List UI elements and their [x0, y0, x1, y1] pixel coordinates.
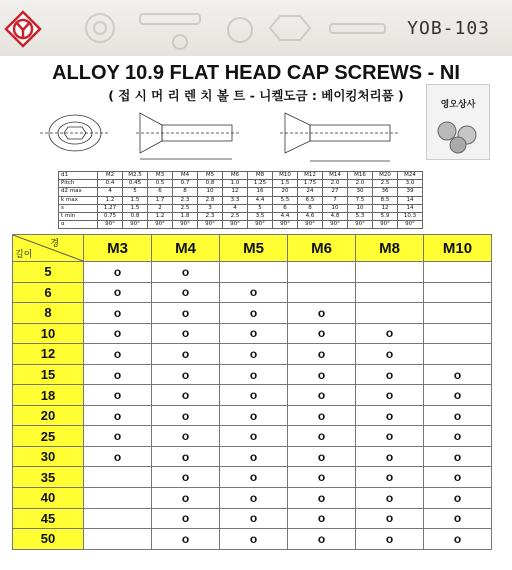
spec-cell: 2.5	[223, 212, 248, 220]
spec-cell: M8	[248, 172, 273, 180]
length-cell: 12	[13, 344, 84, 365]
spec-cell: 4	[223, 204, 248, 212]
spec-cell: 3.5	[248, 212, 273, 220]
table-row	[13, 405, 492, 426]
availability-cell: o	[220, 323, 288, 344]
spec-cell: 2.5	[173, 204, 198, 212]
table-row	[13, 303, 492, 324]
spec-cell: M2	[98, 172, 123, 180]
availability-cell: o	[152, 488, 220, 509]
availability-cell	[424, 262, 492, 283]
spec-cell: 1.0	[223, 180, 248, 188]
column-header: M5	[220, 235, 288, 262]
spec-cell: 90°	[373, 221, 398, 229]
spec-cell: 5.9	[373, 212, 398, 220]
spec-row	[59, 196, 423, 204]
table-row	[13, 344, 492, 365]
spec-cell: 90°	[198, 221, 223, 229]
product-photo	[426, 84, 490, 160]
spec-row	[59, 212, 423, 220]
spec-cell: 90°	[173, 221, 198, 229]
table-row	[13, 446, 492, 467]
availability-cell: o	[152, 508, 220, 529]
hardware-parts-illustration	[70, 2, 400, 54]
spec-cell: 4.4	[248, 196, 273, 204]
availability-cell: o	[84, 364, 152, 385]
availability-cell: o	[152, 426, 220, 447]
spec-cell: 5.3	[348, 212, 373, 220]
availability-cell: o	[288, 467, 356, 488]
availability-cell: o	[152, 344, 220, 365]
availability-cell: o	[152, 385, 220, 406]
availability-cell: o	[220, 303, 288, 324]
availability-cell: o	[288, 385, 356, 406]
length-cell: 30	[13, 446, 84, 467]
spec-cell: 90°	[248, 221, 273, 229]
availability-cell: o	[356, 467, 424, 488]
length-cell: 45	[13, 508, 84, 529]
availability-cell: o	[152, 323, 220, 344]
availability-cell: o	[84, 446, 152, 467]
spec-cell: 90°	[273, 221, 298, 229]
spec-cell: 24	[298, 188, 323, 196]
header-banner	[0, 0, 512, 56]
spec-cell: 0.7	[173, 180, 198, 188]
table-row	[13, 508, 492, 529]
spec-cell: 0.75	[98, 212, 123, 220]
availability-cell	[424, 303, 492, 324]
availability-cell	[288, 282, 356, 303]
availability-cell: o	[424, 385, 492, 406]
availability-cell: o	[288, 508, 356, 529]
spec-row	[59, 172, 423, 180]
availability-cell: o	[84, 282, 152, 303]
spec-cell: 2.3	[173, 196, 198, 204]
availability-cell	[84, 508, 152, 529]
spec-cell: 7	[323, 196, 348, 204]
table-row	[13, 529, 492, 550]
availability-cell: o	[152, 282, 220, 303]
spec-cell: 0.45	[123, 180, 148, 188]
table-row	[13, 467, 492, 488]
spec-cell: 1.2	[148, 212, 173, 220]
spec-cell: 36	[373, 188, 398, 196]
availability-cell: o	[424, 426, 492, 447]
length-cell: 18	[13, 385, 84, 406]
availability-cell: o	[288, 446, 356, 467]
table-corner-cell	[13, 235, 84, 262]
spec-cell: 6	[148, 188, 173, 196]
table-row	[13, 282, 492, 303]
spec-cell: 6	[273, 204, 298, 212]
spec-cell: 5.5	[273, 196, 298, 204]
spec-cell: M20	[373, 172, 398, 180]
corner-label-diameter: 경	[50, 238, 59, 248]
table-row	[13, 323, 492, 344]
spec-cell: 10	[348, 204, 373, 212]
availability-cell: o	[288, 529, 356, 550]
availability-cell	[356, 303, 424, 324]
availability-cell: o	[356, 508, 424, 529]
availability-cell: o	[356, 529, 424, 550]
availability-cell	[356, 282, 424, 303]
size-availability-table	[12, 234, 492, 550]
spec-cell: 8	[173, 188, 198, 196]
availability-cell: o	[356, 488, 424, 509]
availability-cell: o	[288, 405, 356, 426]
availability-cell: o	[152, 364, 220, 385]
spec-cell: 4	[98, 188, 123, 196]
spec-row-label: d1	[59, 172, 98, 180]
availability-cell: o	[424, 364, 492, 385]
spec-cell: 1.5	[123, 204, 148, 212]
availability-cell: o	[288, 323, 356, 344]
spec-cell: 1.8	[173, 212, 198, 220]
availability-cell	[84, 529, 152, 550]
table-row	[13, 262, 492, 283]
availability-cell: o	[152, 467, 220, 488]
spec-cell: 10	[198, 188, 223, 196]
availability-cell: o	[84, 323, 152, 344]
availability-cell: o	[152, 303, 220, 324]
column-header: M6	[288, 235, 356, 262]
availability-cell: o	[152, 262, 220, 283]
availability-cell: o	[152, 446, 220, 467]
product-code: YOB-103	[407, 18, 490, 39]
screw-technical-drawings	[40, 105, 430, 167]
table-row	[13, 488, 492, 509]
spec-cell: 1.5	[273, 180, 298, 188]
spec-cell: M16	[348, 172, 373, 180]
column-header: M8	[356, 235, 424, 262]
availability-cell: o	[356, 385, 424, 406]
spec-row-label: d2 max	[59, 188, 98, 196]
spec-cell: 2.3	[198, 212, 223, 220]
spec-cell: 1.75	[298, 180, 323, 188]
spec-cell: 10.3	[398, 212, 423, 220]
spec-cell: 2.5	[373, 180, 398, 188]
spec-cell: 16	[248, 188, 273, 196]
availability-cell: o	[220, 467, 288, 488]
column-header: M10	[424, 235, 492, 262]
spec-cell: 2.0	[348, 180, 373, 188]
length-cell: 20	[13, 405, 84, 426]
availability-cell	[424, 323, 492, 344]
spec-cell: 2.0	[323, 180, 348, 188]
column-header: M3	[84, 235, 152, 262]
availability-cell: o	[220, 344, 288, 365]
availability-cell: o	[356, 364, 424, 385]
spec-cell: 90°	[398, 221, 423, 229]
spec-cell: 1.27	[98, 204, 123, 212]
spec-cell: 90°	[348, 221, 373, 229]
availability-cell: o	[424, 405, 492, 426]
spec-row	[59, 180, 423, 188]
spec-cell: M14	[323, 172, 348, 180]
spec-cell: M4	[173, 172, 198, 180]
availability-cell: o	[84, 426, 152, 447]
spec-cell: M5	[198, 172, 223, 180]
spec-cell: 0.5	[148, 180, 173, 188]
spec-cell: 3.3	[223, 196, 248, 204]
screw-photo-icon	[427, 85, 489, 159]
company-logo-icon	[4, 10, 42, 48]
spec-row	[59, 221, 423, 229]
availability-cell	[356, 262, 424, 283]
availability-cell: o	[152, 529, 220, 550]
table-row	[13, 385, 492, 406]
spec-cell: 14	[398, 196, 423, 204]
spec-cell: 1.5	[123, 196, 148, 204]
availability-cell	[288, 262, 356, 283]
availability-cell: o	[84, 344, 152, 365]
spec-cell: 1.25	[248, 180, 273, 188]
spec-cell: M12	[298, 172, 323, 180]
length-cell: 5	[13, 262, 84, 283]
spec-cell: 1.7	[148, 196, 173, 204]
table-row	[13, 426, 492, 447]
availability-cell: o	[220, 426, 288, 447]
spec-cell: 4.6	[298, 212, 323, 220]
spec-row-label: t min	[59, 212, 98, 220]
availability-cell: o	[220, 529, 288, 550]
availability-cell: o	[356, 344, 424, 365]
availability-cell: o	[288, 344, 356, 365]
spec-cell: 90°	[148, 221, 173, 229]
availability-cell: o	[220, 282, 288, 303]
spec-cell: 8	[298, 204, 323, 212]
availability-cell: o	[424, 529, 492, 550]
availability-cell: o	[220, 405, 288, 426]
availability-cell: o	[220, 488, 288, 509]
spec-cell: 39	[398, 188, 423, 196]
availability-cell: o	[356, 446, 424, 467]
length-cell: 25	[13, 426, 84, 447]
spec-cell: 8.5	[373, 196, 398, 204]
spec-cell: 90°	[123, 221, 148, 229]
availability-cell: o	[424, 467, 492, 488]
spec-cell: 6.5	[298, 196, 323, 204]
spec-row-label: α	[59, 221, 98, 229]
spec-cell: 27	[323, 188, 348, 196]
availability-cell: o	[152, 405, 220, 426]
availability-cell: o	[220, 508, 288, 529]
availability-cell	[84, 467, 152, 488]
spec-cell: 90°	[323, 221, 348, 229]
availability-cell: o	[288, 364, 356, 385]
availability-cell: o	[84, 385, 152, 406]
spec-cell: M24	[398, 172, 423, 180]
spec-row-label: s	[59, 204, 98, 212]
availability-cell: o	[424, 508, 492, 529]
availability-cell: o	[356, 426, 424, 447]
product-brand-label: 영오상사	[440, 100, 476, 110]
availability-cell: o	[424, 488, 492, 509]
length-cell: 10	[13, 323, 84, 344]
column-header: M4	[152, 235, 220, 262]
spec-cell: 12	[223, 188, 248, 196]
spec-cell: 10	[323, 204, 348, 212]
page-title: ALLOY 10.9 FLAT HEAD CAP SCREWS - NI	[52, 62, 460, 84]
spec-cell: 90°	[98, 221, 123, 229]
page-subtitle: ( 접 시 머 리 렌 치 볼 트 - 니켈도금 : 베이킹처리품 )	[108, 88, 404, 103]
spec-cell: 90°	[223, 221, 248, 229]
availability-cell	[84, 488, 152, 509]
availability-cell: o	[356, 323, 424, 344]
spec-cell: 4.4	[273, 212, 298, 220]
table-header-row	[13, 235, 492, 262]
spec-cell: 7.5	[348, 196, 373, 204]
spec-cell: 2	[148, 204, 173, 212]
length-cell: 35	[13, 467, 84, 488]
spec-cell: M2.5	[123, 172, 148, 180]
spec-cell: 5	[248, 204, 273, 212]
length-cell: 50	[13, 529, 84, 550]
spec-table	[58, 171, 423, 229]
availability-cell	[424, 344, 492, 365]
spec-cell: 30	[348, 188, 373, 196]
length-cell: 6	[13, 282, 84, 303]
spec-cell: 5	[123, 188, 148, 196]
spec-cell: M3	[148, 172, 173, 180]
availability-cell: o	[424, 446, 492, 467]
availability-cell	[424, 282, 492, 303]
availability-cell	[220, 262, 288, 283]
availability-cell: o	[220, 364, 288, 385]
availability-cell: o	[84, 405, 152, 426]
length-cell: 40	[13, 488, 84, 509]
availability-cell: o	[84, 262, 152, 283]
spec-cell: 90°	[298, 221, 323, 229]
spec-cell: 0.4	[98, 180, 123, 188]
spec-cell: M10	[273, 172, 298, 180]
spec-row-label: k max	[59, 196, 98, 204]
availability-cell: o	[84, 303, 152, 324]
spec-row-label: Pitch	[59, 180, 98, 188]
spec-cell: 12	[373, 204, 398, 212]
availability-cell: o	[288, 488, 356, 509]
spec-cell: 1.2	[98, 196, 123, 204]
availability-cell: o	[220, 446, 288, 467]
table-row	[13, 364, 492, 385]
spec-cell: 14	[398, 204, 423, 212]
spec-cell: 3.0	[398, 180, 423, 188]
spec-cell: M6	[223, 172, 248, 180]
spec-cell: 0.8	[123, 212, 148, 220]
corner-label-length: 길이	[15, 249, 33, 259]
availability-cell: o	[288, 303, 356, 324]
spec-cell: 2.8	[198, 196, 223, 204]
availability-cell: o	[220, 385, 288, 406]
length-cell: 8	[13, 303, 84, 324]
spec-cell: 20	[273, 188, 298, 196]
length-cell: 15	[13, 364, 84, 385]
spec-row	[59, 204, 423, 212]
spec-row	[59, 188, 423, 196]
spec-cell: 3	[198, 204, 223, 212]
spec-cell: 0.8	[198, 180, 223, 188]
availability-cell: o	[288, 426, 356, 447]
spec-cell: 4.8	[323, 212, 348, 220]
availability-cell: o	[356, 405, 424, 426]
